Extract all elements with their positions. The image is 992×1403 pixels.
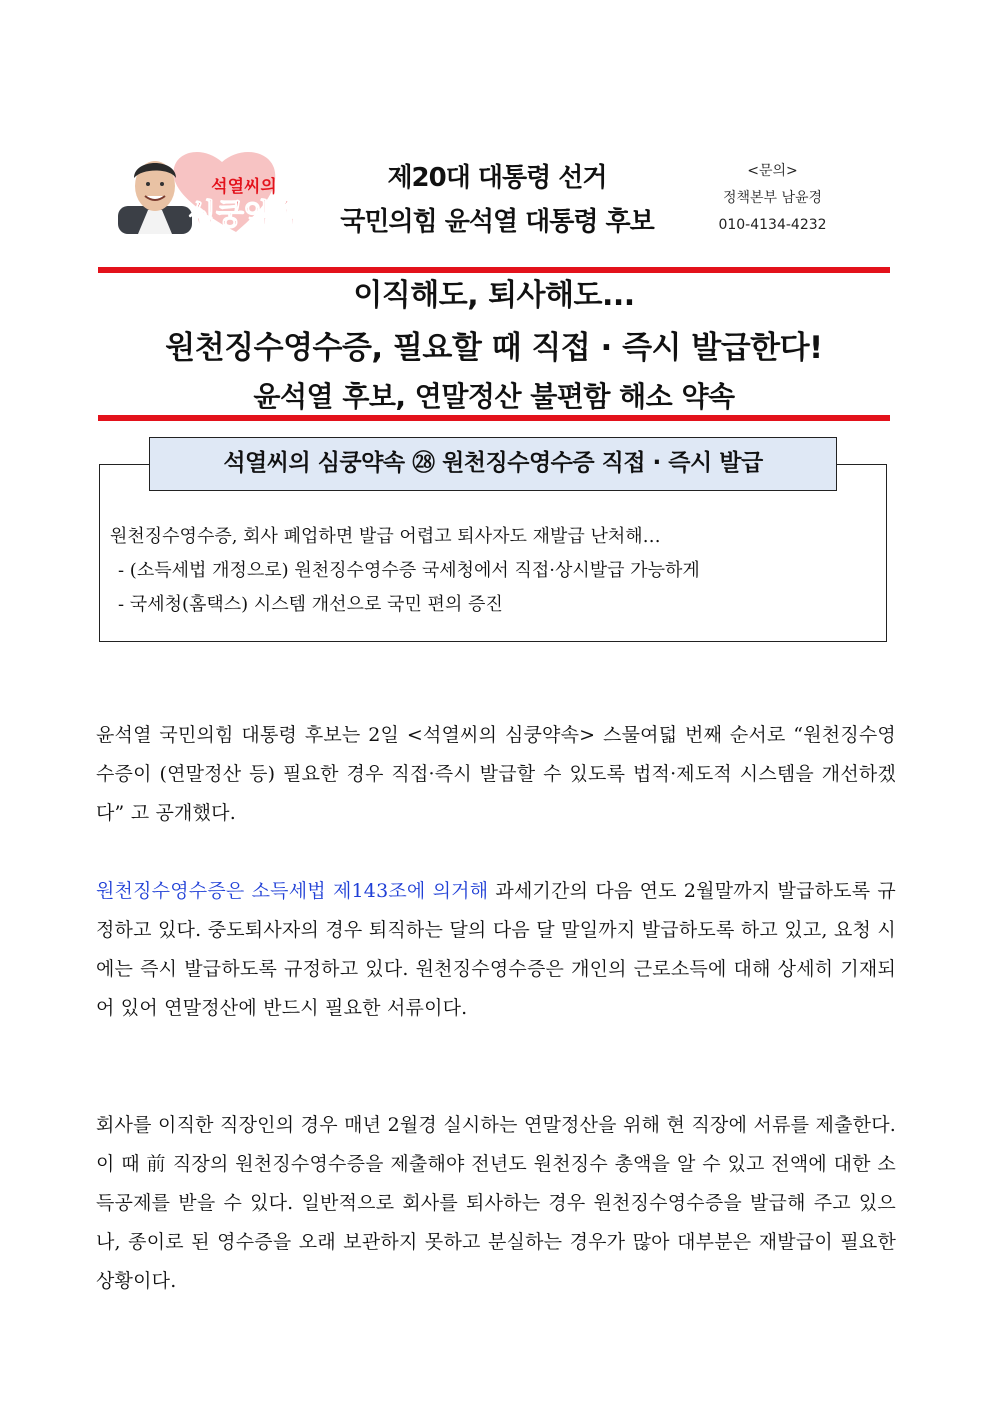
campaign-logo [118, 148, 308, 234]
body-paragraph-2 [96, 872, 896, 1028]
promise-item: - (소득세법 개정으로) 원천징수영수증 국세청에서 직접·상시발급 가능하게 [118, 560, 700, 581]
top-red-divider [98, 267, 890, 273]
body-paragraph-2-text: 과세기간의 다음 연도 2월말까지 발급하도록 규정하고 있다. 중도퇴사자의 경우 퇴직하는 달의 다음 달 말일까지 발급하도록 하고 있고, 요청 시에는 즉시 발급하도록 규정하고 있다. 원천징수영수증은 개인의 근로소득에 대해 상세히 기재되어 있어 연말정산에 반드시 필요한 서류이다. [96, 880, 896, 1019]
promise-summary-text [110, 520, 880, 622]
body-paragraph-1: 윤석열 국민의힘 대통령 후보는 2일 <석열씨의 심쿵약속> 스물여덟 번째 순서로 “원천징수영수증이 (연말정산 등) 필요한 경우 직접·즉시 발급할 수 있도록 법적·제도적 시스템을 개선하겠다” 고 공개했다. [96, 724, 896, 824]
headline-line2: 원천징수영수증, 필요할 때 직접 · 즉시 발급한다! [165, 330, 823, 366]
promise-label: 석열씨의 심쿵약속 ㉘ 원천징수영수증 직접 · 즉시 발급 [149, 437, 837, 491]
contact-info [690, 158, 855, 239]
bottom-red-divider [98, 415, 890, 421]
election-title [312, 156, 682, 244]
logo-line2: 심쿵약속 [187, 197, 301, 231]
contact-phone: 010-4134-4232 [718, 217, 827, 233]
body-paragraph-3: 회사를 이직한 직장인의 경우 매년 2월경 실시하는 연말정산을 위해 현 직장에 서류를 제출한다. 이 때 前 직장의 원천징수영수증을 제출해야 전년도 원천징수 총액을 알 수 있고 전액에 대한 소득공제를 받을 수 있다. 일반적으로 회사를 퇴사하는 경우 원천징수영수증을 발급해 주고 있으나, 종이로 된 영수증을 오래 보관하지 못하고 분실하는 경우가 많아 대부분은 재발급이 필요한 상황이다. [96, 1114, 896, 1292]
logo-line1: 석열씨의 [211, 177, 277, 197]
election-title-line1: 제20대 대통령 선거 [387, 163, 607, 193]
legal-basis-highlight: 원천징수영수증은 소득세법 제143조에 의거해 [96, 880, 489, 902]
promise-intro: 원천징수영수증, 회사 폐업하면 발급 어렵고 퇴사자도 재발급 난처해… [110, 526, 661, 547]
election-title-line2: 국민의힘 윤석열 대통령 후보 [340, 207, 654, 237]
contact-label: <문의> [747, 163, 798, 179]
headline-line1: 이직해도, 퇴사해도... [353, 278, 635, 313]
contact-name: 정책본부 남윤경 [722, 190, 823, 206]
promise-item: - 국세청(홈택스) 시스템 개선으로 국민 편의 증진 [118, 594, 503, 615]
headline-line3: 윤석열 후보, 연말정산 불편함 해소 약속 [253, 380, 735, 413]
